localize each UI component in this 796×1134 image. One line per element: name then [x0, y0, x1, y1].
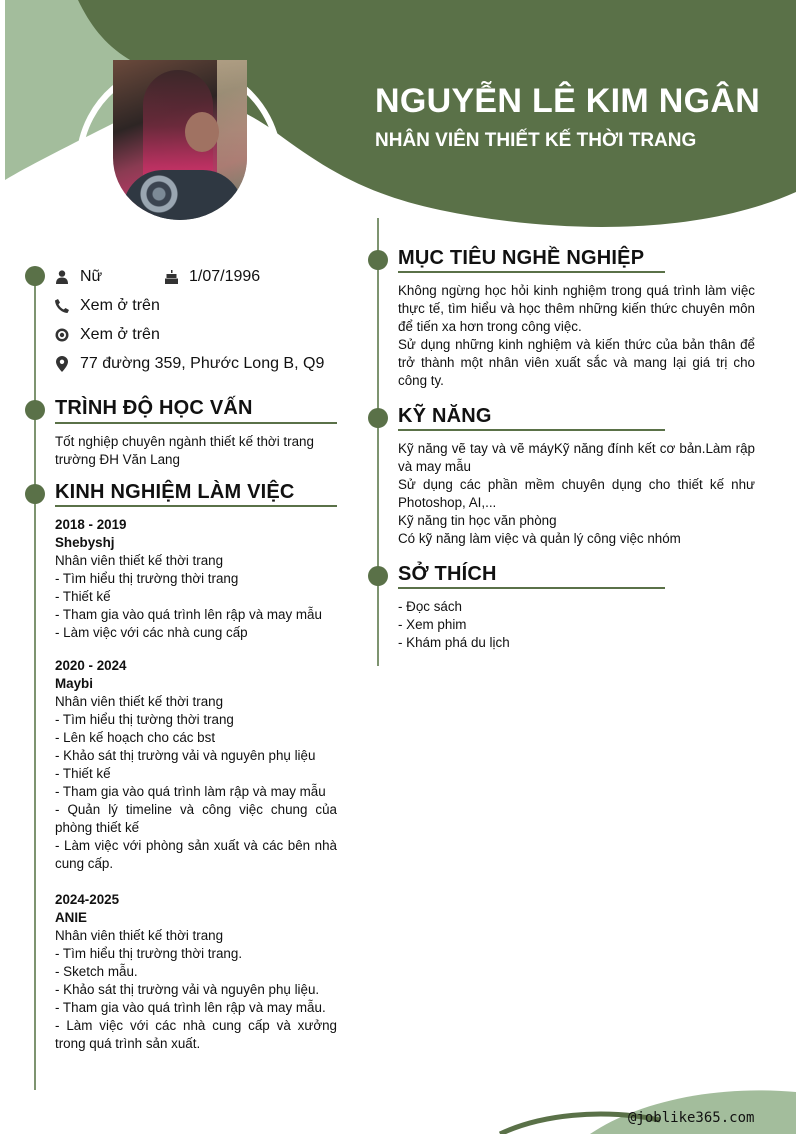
contact-gender: [55, 266, 102, 288]
education-dot: [25, 400, 45, 420]
job-line: Nhân viên thiết kế thời trang: [55, 694, 224, 709]
left-timeline-line: [34, 268, 36, 1090]
skill-line: Có kỹ năng làm việc và quản lý công việc nhóm: [398, 531, 681, 546]
phone-icon: [55, 298, 69, 314]
candidate-job-title: NHÂN VIÊN THIẾT KẾ THỜI TRANG: [375, 130, 697, 151]
education-line: Tốt nghiệp chuyên ngành thiết kế thời trang: [55, 434, 314, 449]
job-period: 2024-2025: [55, 892, 120, 907]
job-company: Maybi: [55, 676, 93, 691]
job-line: - Quản lý timeline và công việc chung của phòng thiết kế: [55, 802, 337, 835]
candidate-name: NGUYỄN LÊ KIM NGÂN: [375, 82, 761, 120]
objective-underline: [398, 271, 665, 273]
experience-job-3: [55, 891, 337, 1053]
experience-job-2: [55, 657, 337, 873]
skills-text: [398, 440, 755, 548]
contact-email: [55, 324, 160, 346]
experience-underline: [55, 505, 337, 507]
job-line: - Tìm hiểu thị trường thời trang.: [55, 946, 243, 961]
photo-body: [123, 170, 243, 220]
skills-dot: [368, 408, 388, 428]
job-line: - Tham gia vào quá trình lên rập và may mẫu.: [55, 1000, 326, 1015]
job-line: - Tham gia vào quá trình làm rập và may mẫu: [55, 784, 326, 799]
job-line: - Lên kế hoạch cho các bst: [55, 730, 216, 745]
job-company: ANIE: [55, 910, 87, 925]
hobbies-underline: [398, 587, 665, 589]
objective-line: Không ngừng học hỏi kinh nghiệm trong quá trình làm việc thực tế, tìm hiểu và học thêm những kiến thức chuyên môn để tiến xa hơn trong công việc.: [398, 283, 755, 334]
hobby-item: - Đọc sách: [398, 599, 462, 614]
location-pin-icon: [55, 356, 69, 372]
skills-underline: [398, 429, 665, 431]
email-value: Xem ở trên: [80, 326, 160, 343]
at-icon: [55, 327, 69, 343]
job-line: Nhân viên thiết kế thời trang: [55, 553, 224, 568]
hobby-item: - Xem phim: [398, 617, 467, 632]
job-line: - Tìm hiểu thị tường thời trang: [55, 712, 234, 727]
gender-value: Nữ: [80, 268, 103, 285]
experience-title: KINH NGHIỆM LÀM VIỆC: [55, 481, 295, 503]
job-period: 2020 - 2024: [55, 658, 127, 673]
job-company: Shebyshj: [55, 535, 115, 550]
hobbies-list: [398, 598, 510, 652]
photo-face: [185, 112, 219, 152]
skill-line: Kỹ năng tin học văn phòng: [398, 513, 557, 528]
job-line: - Khảo sát thị trường vải và nguyên phụ liệu: [55, 748, 316, 763]
job-line: - Thiết kế: [55, 766, 111, 781]
right-timeline-line: [377, 218, 379, 666]
hobbies-title: SỞ THÍCH: [398, 563, 497, 585]
job-line: - Làm việc với các nhà cung cấp và xưởng trong quá trình sản xuất.: [55, 1018, 337, 1051]
job-period: 2018 - 2019: [55, 517, 127, 532]
skill-line: Kỹ năng vẽ tay và vẽ máyKỹ năng đính kết cơ bản.Làm rập và may mẫu: [398, 441, 755, 474]
job-line: - Làm việc với các nhà cung cấp: [55, 625, 248, 640]
cake-icon: [164, 269, 178, 285]
contact-phone: [55, 295, 160, 317]
contact-dot: [25, 266, 45, 286]
job-line: - Sketch mẫu.: [55, 964, 138, 979]
objective-title: MỤC TIÊU NGHỀ NGHIỆP: [398, 247, 645, 269]
education-text: [55, 433, 337, 469]
job-line: - Tìm hiểu thị trường thời trang: [55, 571, 239, 586]
job-line: - Làm việc với phòng sản xuất và các bên nhà cung cấp.: [55, 838, 337, 871]
hobbies-dot: [368, 566, 388, 586]
birthday-value: 1/07/1996: [189, 268, 261, 285]
objective-text: [398, 282, 755, 390]
experience-dot: [25, 484, 45, 504]
address-value: 77 đường 359, Phước Long B, Q9: [80, 355, 325, 372]
skill-line: Sử dụng các phần mềm chuyên dụng cho thiết kế như Photoshop, AI,...: [398, 477, 755, 510]
phone-value: Xem ở trên: [80, 297, 160, 314]
experience-job-1: [55, 516, 337, 642]
objective-line: Sử dụng những kinh nghiệm và kiến thức của bản thân để trở thành một nhân viên xuất sắc và mang lại giá trị cho công ty.: [398, 337, 755, 388]
person-icon: [55, 269, 69, 285]
job-line: - Khảo sát thị trường vải và nguyên phụ liệu.: [55, 982, 320, 997]
profile-photo: [113, 60, 247, 220]
hobby-item: - Khám phá du lịch: [398, 635, 510, 650]
skills-title: KỸ NĂNG: [398, 405, 492, 427]
education-line: trường ĐH Văn Lang: [55, 452, 180, 467]
contact-address: [55, 353, 324, 375]
education-underline: [55, 422, 337, 424]
job-line: Nhân viên thiết kế thời trang: [55, 928, 224, 943]
objective-dot: [368, 250, 388, 270]
job-line: - Thiết kế: [55, 589, 111, 604]
contact-birthday: [164, 266, 260, 288]
education-title: TRÌNH ĐỘ HỌC VẤN: [55, 397, 253, 419]
job-line: - Tham gia vào quá trình lên rập và may mẫu: [55, 607, 322, 622]
watermark: @joblike365.com: [628, 1110, 755, 1126]
